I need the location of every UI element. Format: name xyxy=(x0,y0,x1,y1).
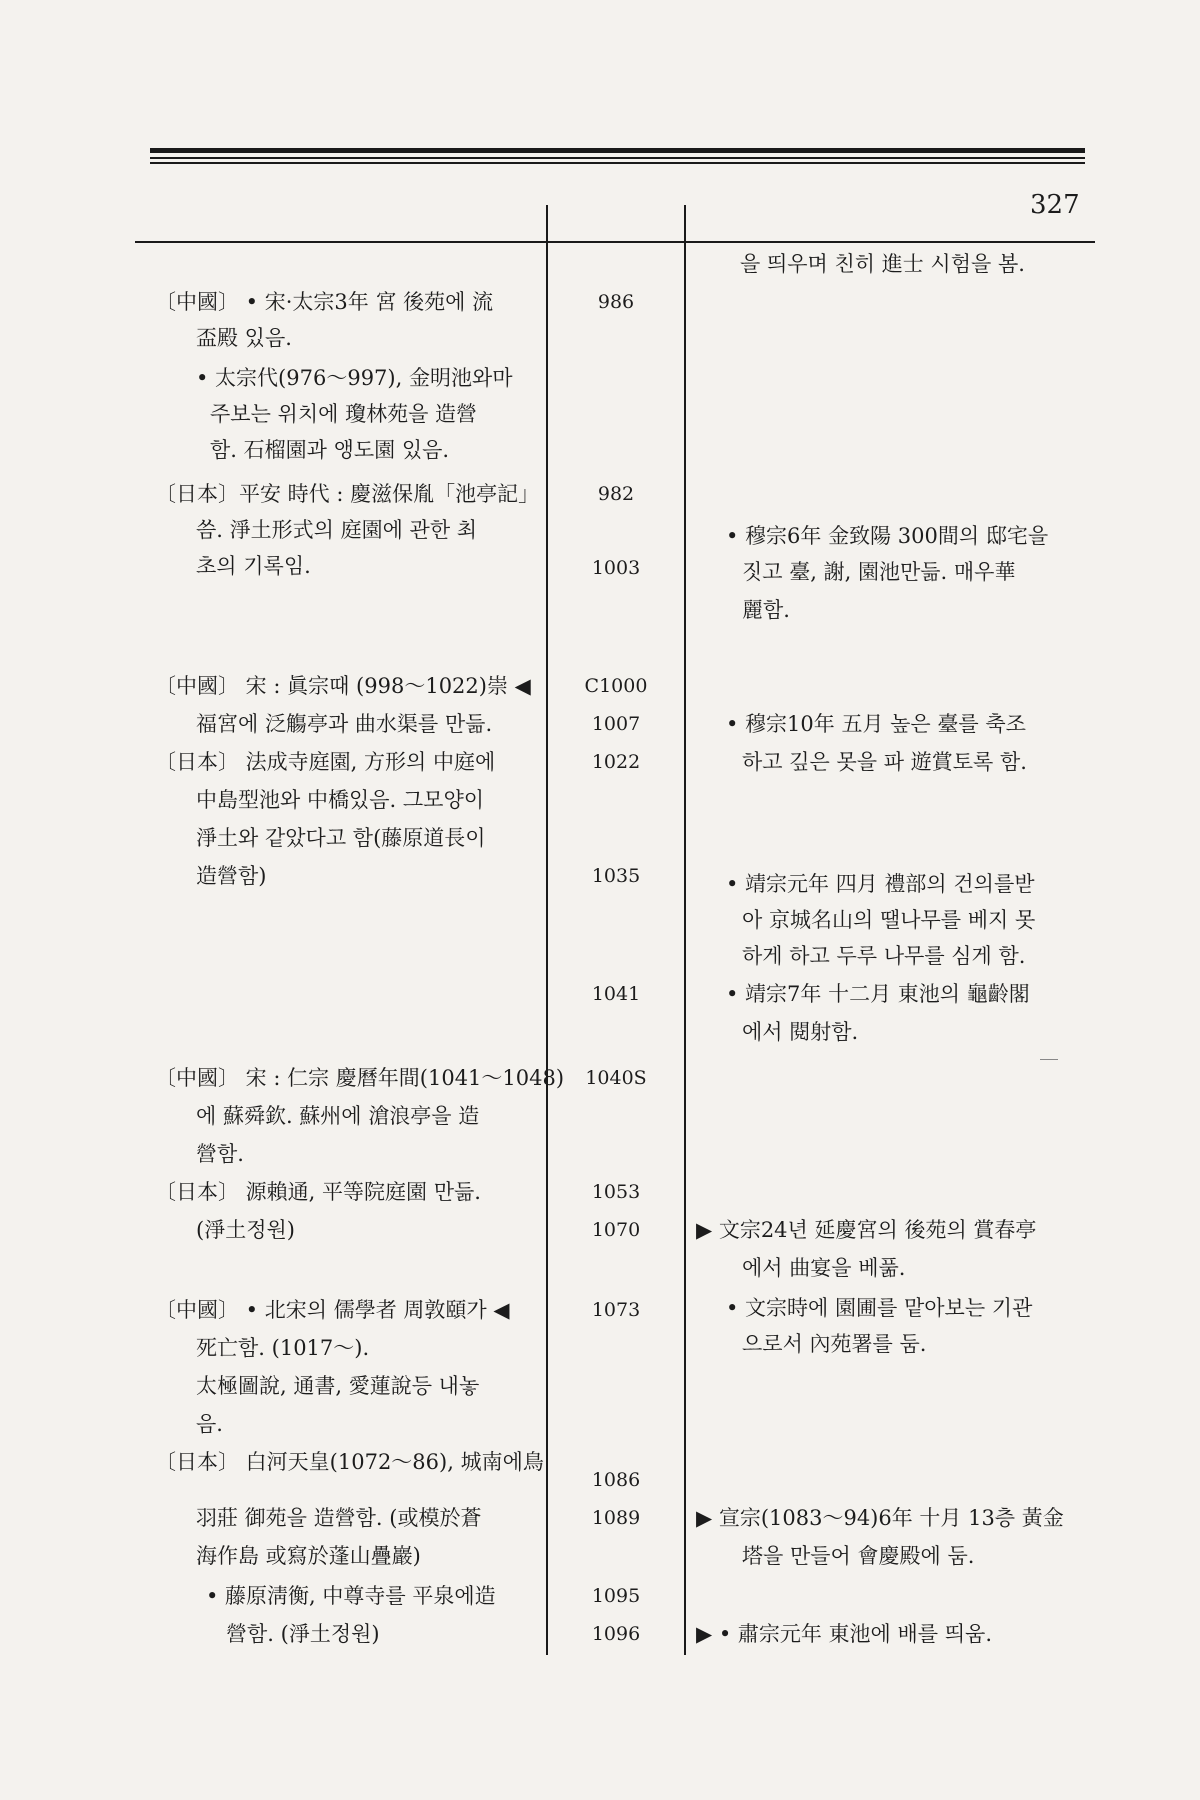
event-line: 營함. (淨土정원) xyxy=(226,1622,380,1646)
event-line: 〔中國〕 宋 : 眞宗때 (998～1022)崇 ◀ xyxy=(155,674,531,698)
event-line: 淨土와 같았다고 함(藤原道長이 xyxy=(196,826,486,850)
year-label: 1007 xyxy=(591,713,641,735)
event-line: 太極圖說, 通書, 愛蓮說등 내놓 xyxy=(196,1374,480,1398)
event-line: 中島型池와 中橋있음. 그모양이 xyxy=(196,788,485,812)
year-label: 982 xyxy=(597,483,635,505)
event-line: 福宮에 泛觴亭과 曲水渠를 만듦. xyxy=(196,712,493,736)
year-label: C1000 xyxy=(584,675,648,697)
event-line: ▶ • 肅宗元年 東池에 배를 띄움. xyxy=(696,1622,993,1646)
event-line: 營함. xyxy=(196,1142,244,1166)
event-line: 〔日本〕 法成寺庭園, 方形의 中庭에 xyxy=(155,750,496,774)
event-line: 하고 깊은 못을 파 遊賞토록 함. xyxy=(742,750,1027,774)
top-rule xyxy=(150,148,1085,153)
year-label: 1022 xyxy=(591,751,641,773)
event-line: 麗함. xyxy=(742,598,790,622)
event-line: 塔을 만들어 會慶殿에 둠. xyxy=(742,1544,975,1568)
page-number: 327 xyxy=(1030,190,1080,220)
event-line: 盃殿 있음. xyxy=(196,326,292,350)
event-line: 함. 石榴園과 앵도園 있음. xyxy=(210,438,450,462)
event-line: • 靖宗7年 十二月 東池의 龜齡閣 xyxy=(726,982,1030,1006)
event-line: 초의 기록임. xyxy=(196,554,311,578)
top-rule xyxy=(150,162,1085,164)
event-line: 아 京城名山의 땔나무를 베지 못 xyxy=(742,908,1036,932)
event-line: 하게 하고 두루 나무를 심게 함. xyxy=(742,944,1026,968)
event-line: 〔日本〕平安 時代 : 慶滋保胤「池亭記」 xyxy=(155,482,540,506)
event-line: • 穆宗10年 五月 높은 臺를 축조 xyxy=(726,712,1026,736)
header-divider xyxy=(135,241,1095,243)
year-label: 1089 xyxy=(591,1507,641,1529)
year-label: 986 xyxy=(597,291,635,313)
year-label: 1040S xyxy=(585,1067,647,1089)
event-line: 씀. 淨土形式의 庭園에 관한 최 xyxy=(196,518,478,542)
year-label: 1003 xyxy=(591,557,641,579)
event-line: 造營함) xyxy=(196,864,267,888)
event-line: 死亡함. (1017～). xyxy=(196,1336,370,1360)
event-line: • 文宗時에 園圃를 맡아보는 기관 xyxy=(726,1296,1033,1320)
event-line: 〔中國〕 • 北宋의 儒學者 周敦頤가 ◀ xyxy=(155,1298,510,1322)
event-line: 에서 曲宴을 베풂. xyxy=(742,1256,906,1280)
event-line: (淨土정원) xyxy=(196,1218,295,1242)
event-line: • 藤原淸衡, 中尊寺를 平泉에造 xyxy=(206,1584,496,1608)
event-line: 에 蘇舜欽. 蘇州에 滄浪亭을 造 xyxy=(196,1104,480,1128)
event-line: 음. xyxy=(196,1412,223,1436)
event-line: 짓고 臺, 謝, 園池만듦. 매우華 xyxy=(742,560,1016,584)
event-line: 〔中國〕 宋 : 仁宗 慶曆年間(1041～1048) xyxy=(155,1066,565,1090)
event-line: 에서 閱射함. xyxy=(742,1020,859,1044)
year-label: 1096 xyxy=(591,1623,641,1645)
event-line: ▶ 宣宗(1083～94)6年 十月 13층 黃金 xyxy=(696,1506,1064,1530)
year-label: 1070 xyxy=(591,1219,641,1241)
event-line: 海作島 或寫於蓬山疊巖) xyxy=(196,1544,421,1568)
column-divider-left xyxy=(546,205,548,1655)
event-line: • 穆宗6年 金致陽 300間의 邸宅을 xyxy=(726,524,1049,548)
column-divider-right xyxy=(684,205,686,1655)
year-label: 1035 xyxy=(591,865,641,887)
event-line: 羽莊 御苑을 造營함. (或模於蒼 xyxy=(196,1506,482,1530)
stray-mark xyxy=(1040,1059,1058,1060)
year-label: 1073 xyxy=(591,1299,641,1321)
event-line: 주보는 위치에 瓊林苑을 造營 xyxy=(210,402,478,426)
event-line: 으로서 內苑署를 둠. xyxy=(742,1332,927,1356)
event-line: 〔日本〕 源賴通, 平等院庭園 만듦. xyxy=(155,1180,481,1204)
event-line: • 靖宗元年 四月 禮部의 건의를받 xyxy=(726,872,1035,896)
top-rule xyxy=(150,157,1085,159)
event-line: 〔日本〕 白河天皇(1072～86), 城南에鳥 xyxy=(155,1450,544,1474)
year-label: 1041 xyxy=(591,983,641,1005)
year-label: 1086 xyxy=(591,1469,641,1491)
event-line: • 太宗代(976～997), 金明池와마 xyxy=(196,366,513,390)
event-line: ▶ 文宗24년 延慶宮의 後苑의 賞春亭 xyxy=(696,1218,1037,1242)
event-line: 〔中國〕 • 宋·太宗3年 宮 後苑에 流 xyxy=(155,290,494,314)
year-label: 1095 xyxy=(591,1585,641,1607)
year-label: 1053 xyxy=(591,1181,641,1203)
event-line: 을 띄우며 친히 進士 시험을 봄. xyxy=(740,252,1025,276)
